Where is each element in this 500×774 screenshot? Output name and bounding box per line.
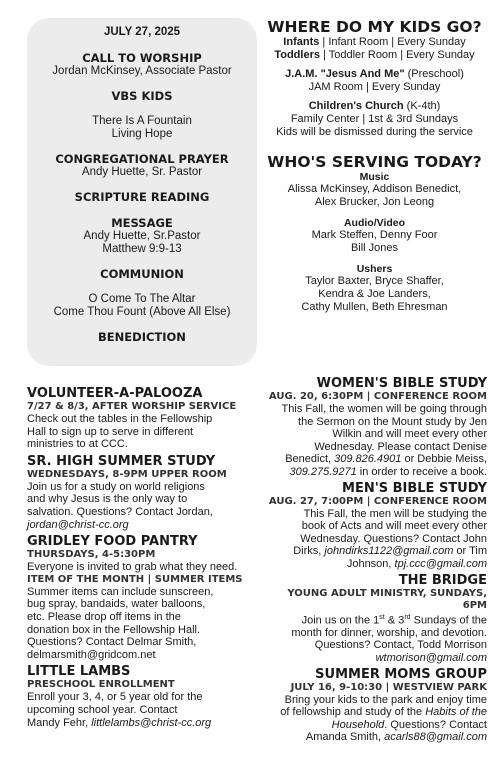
mens-study-heading: MEN'S BIBLE STUDY xyxy=(342,480,487,496)
dismissal-note: Kids will be dismissed during the service xyxy=(276,126,473,138)
message-speaker: Andy Huette, Sr.Pastor xyxy=(83,230,201,242)
family-center-line: Family Center | 1st & 3rd Sundays xyxy=(290,113,459,125)
food-pantry-subheading: THURSDAYS, 4-5:30PM xyxy=(27,549,156,561)
audio-video-heading: Audio/Video xyxy=(343,217,406,229)
communion-song: O Come To The Altar xyxy=(88,293,196,305)
volunteer-heading: VOLUNTEER-A-PALOOZA xyxy=(27,386,203,401)
volunteer-text: Hall to sign up to serve in different xyxy=(27,425,194,438)
bridge-email[interactable]: wtmorison@gmail.com xyxy=(375,651,487,664)
right-announcements xyxy=(262,376,487,744)
kids-heading: WHERE DO MY KIDS GO? xyxy=(267,18,482,36)
volunteer-text: ministries to at CCC. xyxy=(27,438,128,451)
communion-song: Come Thou Fount (Above All Else) xyxy=(53,306,231,318)
womens-study-contact: 309.275.9271 in order to receive a book. xyxy=(289,465,487,478)
music-heading: Music xyxy=(359,171,390,183)
audio-video-names: Mark Steffen, Denny Foor xyxy=(311,229,438,241)
ushers-names: Cathy Mullen, Beth Ehresman xyxy=(301,301,448,313)
high-school-text: and why Jesus is the only way to xyxy=(27,493,188,506)
prayer-leader: Andy Huette, Sr. Pastor xyxy=(81,166,203,178)
little-lambs-text: upcoming school year. Contact xyxy=(27,703,178,716)
message-heading: MESSAGE xyxy=(111,216,173,230)
debbie-phone[interactable]: 309.275.9271 xyxy=(289,465,357,478)
amanda-email[interactable]: acarls88@gmail.com xyxy=(384,731,487,744)
jam-line: J.A.M. "Jesus And Me" (Preschool) xyxy=(285,68,464,80)
womens-study-heading: WOMEN'S BIBLE STUDY xyxy=(316,376,487,391)
moms-group-heading: SUMMER MOMS GROUP xyxy=(315,666,487,682)
service-date: JULY 27, 2025 xyxy=(103,26,181,38)
womens-study-text: This Fall, the women will be going through xyxy=(281,403,487,415)
message-verse: Matthew 9:9-13 xyxy=(102,243,182,255)
order-of-service xyxy=(27,26,257,344)
womens-study-subheading: AUG. 20, 6:30PM | CONFERENCE ROOM xyxy=(268,391,487,402)
communion-heading: COMMUNION xyxy=(100,267,184,281)
moms-group-subheading: JULY 16, 9-10:30 | WESTVIEW PARK xyxy=(290,681,487,693)
little-lambs-heading: LITTLE LAMBS xyxy=(27,664,131,680)
high-school-email[interactable]: jordan@christ-cc.org xyxy=(27,518,129,531)
little-lambs-email[interactable]: littlelambs@christ-cc.org xyxy=(91,716,212,729)
mens-study-text: Wednesday. Questions? Contact John xyxy=(300,532,487,545)
food-pantry-text: etc. Please drop off items in the xyxy=(27,610,181,623)
vbs-song: There Is A Fountain xyxy=(92,115,192,127)
food-pantry-text: bug spray, bandaids, water balloons, xyxy=(27,598,206,611)
congregational-prayer-heading: CONGREGATIONAL PRAYER xyxy=(55,152,229,166)
bridge-subheading: YOUNG ADULT MINISTRY, SUNDAYS, 6PM xyxy=(287,587,487,611)
bridge-text: Questions? Contact, Todd Morrison xyxy=(314,639,487,652)
mens-study-contact: Johnson, tpj.ccc@gmail.com xyxy=(346,557,487,570)
call-to-worship-leader: Jordan McKinsey, Associate Pastor xyxy=(52,65,232,77)
food-pantry-text: Summer items can include sunscreen, xyxy=(27,585,214,598)
food-pantry-text: Everyone is invited to grab what they need. xyxy=(27,561,238,574)
kids-and-serving xyxy=(262,18,487,314)
jam-room-line: JAM Room | Every Sunday xyxy=(308,81,441,93)
womens-study-contact: Benedict, 309.826.4901 or Debbie Meiss, xyxy=(285,453,487,466)
benediction-heading: BENEDICTION xyxy=(98,330,186,344)
high-school-text: Join us for a study on world religions xyxy=(27,480,205,493)
food-pantry-text: donation box in the Fellowship Hall. xyxy=(27,623,201,636)
vbs-kids-heading: VBS KIDS xyxy=(111,89,173,103)
serving-heading: WHO'S SERVING TODAY? xyxy=(267,153,482,171)
ushers-names: Kendra & Joe Landers, xyxy=(318,288,431,300)
mens-study-contact: Dirks, johndirks1122@gmail.com or Tim xyxy=(293,545,487,558)
mens-study-text: This Fall, the men will be studying the xyxy=(303,507,487,520)
bridge-text: Join us on the 1st & 3rd Sundays of the xyxy=(301,613,487,627)
childrens-church-line: Children's Church (K-4th) xyxy=(308,100,441,112)
item-of-month-subheading: ITEM OF THE MONTH | SUMMER ITEMS xyxy=(27,573,243,585)
infants-line: Infants | Infant Room | Every Sunday xyxy=(283,36,466,48)
denise-phone[interactable]: 309.826.4901 xyxy=(334,453,402,466)
womens-study-text: Wilkin and will meet every other xyxy=(332,428,487,441)
call-to-worship-heading: CALL TO WORSHIP xyxy=(82,51,202,65)
little-lambs-subheading: PRESCHOOL ENROLLMENT xyxy=(27,679,175,691)
high-school-subheading: WEDNESDAYS, 8-9PM UPPER ROOM xyxy=(27,468,227,480)
little-lambs-text: Enroll your 3, 4, or 5 year old for the xyxy=(27,691,203,704)
left-announcements xyxy=(27,386,257,729)
mens-study-text: book of Acts and will meet every other xyxy=(301,520,487,533)
moms-group-contact: Amanda Smith, acarls88@gmail.com xyxy=(305,731,487,744)
high-school-text: salvation. Questions? Contact Jordan, xyxy=(27,505,213,518)
john-email[interactable]: johndirks1122@gmail.com xyxy=(324,545,454,558)
moms-group-text: Bring your kids to the park and enjoy time xyxy=(284,693,487,706)
little-lambs-contact: Mandy Fehr, littlelambs@christ-cc.org xyxy=(27,716,212,729)
music-names: Alissa McKinsey, Addison Benedict, xyxy=(287,183,462,195)
womens-study-text: the Sermon on the Mount study by Jen xyxy=(298,415,487,428)
womens-study-text: Wednesday. Please contact Denise xyxy=(314,440,487,453)
bridge-text: month for dinner, worship, and devotion. xyxy=(291,626,487,639)
high-school-heading: SR. HIGH SUMMER STUDY xyxy=(27,453,216,469)
toddlers-line: Toddlers | Toddler Room | Every Sunday xyxy=(274,49,475,61)
volunteer-text: Check out the tables in the Fellowship xyxy=(27,413,213,425)
food-pantry-heading: GRIDLEY FOOD PANTRY xyxy=(27,534,198,550)
mens-study-subheading: AUG. 27, 7:00PM | CONFERENCE ROOM xyxy=(268,495,487,507)
volunteer-subheading: 7/27 & 8/3, AFTER WORSHIP SERVICE xyxy=(27,401,237,412)
moms-group-text: Household. Questions? Contact xyxy=(331,718,487,731)
scripture-reading-heading: SCRIPTURE READING xyxy=(74,190,210,204)
music-names: Alex Brucker, Jon Leong xyxy=(314,196,435,208)
vbs-song: Living Hope xyxy=(111,128,173,140)
ushers-names: Taylor Baxter, Bryce Shaffer, xyxy=(305,275,444,287)
food-pantry-text: Questions? Contact Delmar Smith, xyxy=(27,636,197,649)
tim-email[interactable]: tpj.ccc@gmail.com xyxy=(394,557,487,570)
food-pantry-email[interactable]: delmarsmith@gridcom.net xyxy=(27,648,156,661)
moms-group-text: of fellowship and study of the Habits of the xyxy=(280,706,487,719)
audio-video-names: Bill Jones xyxy=(350,242,399,254)
ushers-heading: Ushers xyxy=(356,263,393,275)
bridge-heading: THE BRIDGE xyxy=(398,572,487,588)
